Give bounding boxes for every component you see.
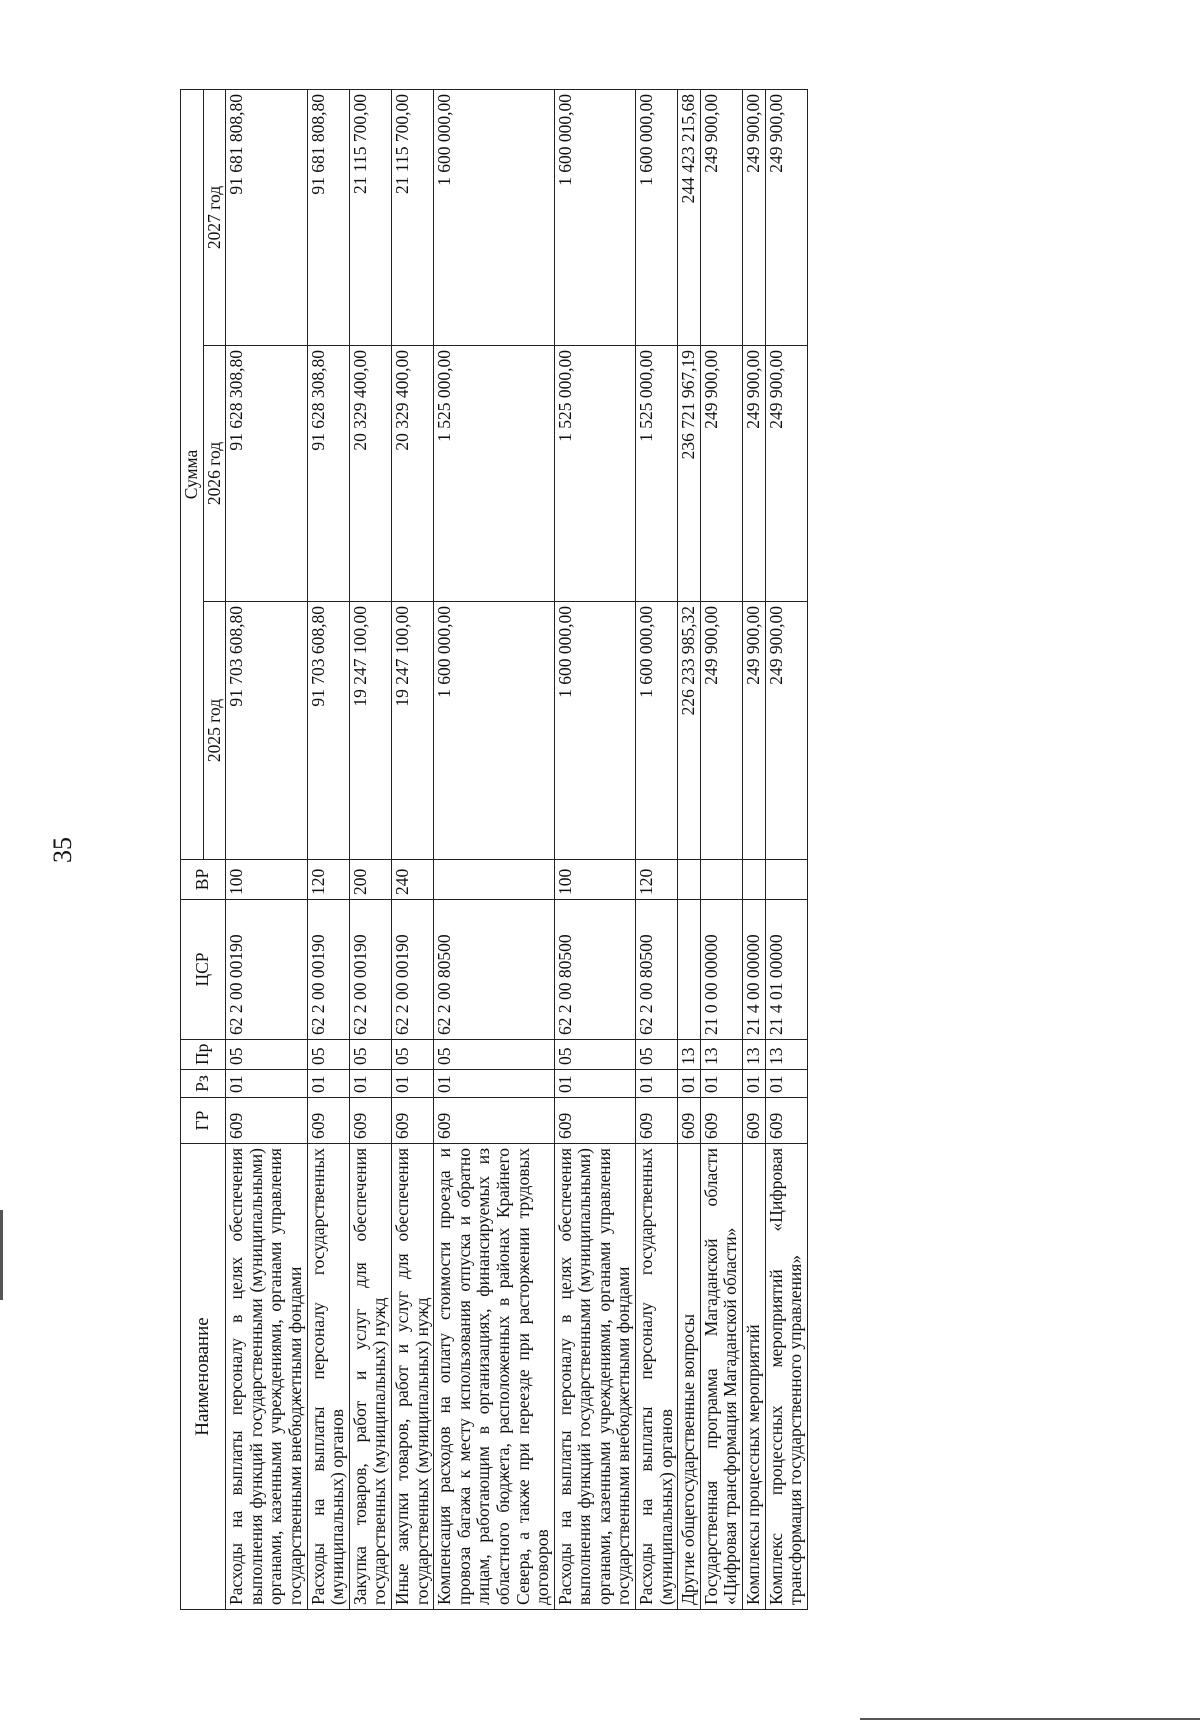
row-name: Государственная программа Магаданской области «Цифровая трансформация Магаданской области»	[700, 1144, 742, 1610]
header-row	[181, 89, 204, 1609]
table-row	[743, 89, 766, 1609]
header-gr: ГР	[181, 1098, 226, 1144]
row-name: Другие общегосударственные вопросы	[678, 1144, 701, 1610]
page-number: 35	[48, 837, 77, 863]
row-pr: 05	[636, 1040, 678, 1070]
row-2027: 1 600 000,00	[554, 89, 635, 345]
row-2027: 1 600 000,00	[434, 89, 555, 345]
row-rz: 01	[391, 1070, 433, 1098]
row-rz: 01	[765, 1070, 807, 1098]
row-csr: 62 2 00 00190	[226, 900, 307, 1040]
row-2027: 91 681 808,80	[307, 89, 349, 345]
row-rz: 01	[434, 1070, 555, 1098]
table-row	[554, 89, 635, 1609]
row-vr: 100	[226, 860, 307, 900]
row-csr: 21 4 01 00000	[765, 900, 807, 1040]
header-2025: 2025 год	[203, 602, 226, 860]
row-2026: 20 329 400,00	[391, 346, 433, 602]
header-csr: ЦСР	[181, 900, 226, 1040]
row-vr: 120	[307, 860, 349, 900]
row-gr: 609	[307, 1098, 349, 1144]
row-2027: 249 900,00	[743, 89, 766, 345]
row-vr	[678, 860, 701, 900]
row-gr: 609	[434, 1098, 555, 1144]
row-vr: 200	[349, 860, 391, 900]
row-vr: 100	[554, 860, 635, 900]
row-2025: 249 900,00	[765, 602, 807, 860]
row-vr: 240	[391, 860, 433, 900]
row-name: Компенсация расходов на оплату стоимости проезда и провоза багажа к месту использования отпуска и обратно лицам, работающим в организациях, финансируемых из областного бюджета, расположенных в районах Крайнего Севера, а также при переезде при расторжении трудовых договоров	[434, 1144, 555, 1610]
table-row	[678, 89, 701, 1609]
row-gr: 609	[349, 1098, 391, 1144]
row-2025: 91 703 608,80	[307, 602, 349, 860]
row-gr: 609	[554, 1098, 635, 1144]
row-csr: 62 2 00 00190	[307, 900, 349, 1040]
row-csr: 21 4 00 00000	[743, 900, 766, 1040]
row-pr: 13	[765, 1040, 807, 1070]
row-name: Комплекс процессных мероприятий «Цифровая трансформация государственного управления»	[765, 1144, 807, 1610]
row-2026: 1 525 000,00	[636, 346, 678, 602]
rotated-table-container	[180, 90, 808, 1610]
scan-edge-line	[0, 1210, 3, 1300]
row-vr	[700, 860, 742, 900]
row-csr: 62 2 00 80500	[636, 900, 678, 1040]
table-row	[636, 89, 678, 1609]
row-2027: 249 900,00	[765, 89, 807, 345]
header-2026: 2026 год	[203, 346, 226, 602]
table-row	[307, 89, 349, 1609]
row-rz: 01	[700, 1070, 742, 1098]
row-2026: 249 900,00	[743, 346, 766, 602]
row-csr: 62 2 00 80500	[434, 900, 555, 1040]
row-csr: 62 2 00 00190	[391, 900, 433, 1040]
row-2026: 249 900,00	[700, 346, 742, 602]
row-2025: 19 247 100,00	[349, 602, 391, 860]
table-header	[181, 89, 226, 1609]
row-pr: 13	[700, 1040, 742, 1070]
row-2025: 91 703 608,80	[226, 602, 307, 860]
row-pr: 05	[226, 1040, 307, 1070]
row-rz: 01	[678, 1070, 701, 1098]
row-2025: 249 900,00	[743, 602, 766, 860]
row-rz: 01	[554, 1070, 635, 1098]
row-gr: 609	[636, 1098, 678, 1144]
row-vr: 120	[636, 860, 678, 900]
row-2025: 1 600 000,00	[434, 602, 555, 860]
row-2025: 19 247 100,00	[391, 602, 433, 860]
row-pr: 05	[554, 1040, 635, 1070]
row-2026: 91 628 308,80	[307, 346, 349, 602]
table-row	[765, 89, 807, 1609]
row-name: Расходы на выплаты персоналу государственных (муниципальных) органов	[307, 1144, 349, 1610]
row-csr: 21 0 00 00000	[700, 900, 742, 1040]
row-2027: 249 900,00	[700, 89, 742, 345]
table-row	[700, 89, 742, 1609]
row-gr: 609	[678, 1098, 701, 1144]
header-2027: 2027 год	[203, 89, 226, 345]
row-2025: 249 900,00	[700, 602, 742, 860]
row-2026: 1 525 000,00	[554, 346, 635, 602]
row-rz: 01	[636, 1070, 678, 1098]
row-name: Расходы на выплаты персоналу государственных (муниципальных) органов	[636, 1144, 678, 1610]
table-row	[226, 89, 307, 1609]
row-name: Комплексы процессных мероприятий	[743, 1144, 766, 1610]
table-row	[434, 89, 555, 1609]
budget-table	[180, 89, 808, 1610]
row-name: Иные закупки товаров, работ и услуг для обеспечения государственных (муниципальных) нужд	[391, 1144, 433, 1610]
row-2026: 249 900,00	[765, 346, 807, 602]
header-vr: ВР	[181, 860, 226, 900]
header-pr: Пр	[181, 1040, 226, 1070]
header-sum: Сумма	[181, 89, 204, 859]
row-2026: 91 628 308,80	[226, 346, 307, 602]
table-body	[226, 89, 808, 1609]
row-rz: 01	[307, 1070, 349, 1098]
row-pr: 05	[434, 1040, 555, 1070]
row-name: Закупка товаров, работ и услуг для обеспечения государственных (муниципальных) нужд	[349, 1144, 391, 1610]
row-csr	[678, 900, 701, 1040]
row-name: Расходы на выплаты персоналу в целях обеспечения выполнения функций государственными (муниципальными) органами, казенными учреждениями, органами управления государственными внебюджетными фондами	[554, 1144, 635, 1610]
row-pr: 13	[743, 1040, 766, 1070]
row-2026: 236 721 967,19	[678, 346, 701, 602]
row-2025: 1 600 000,00	[636, 602, 678, 860]
row-vr	[434, 860, 555, 900]
scan-bottom-line	[860, 1718, 1200, 1720]
header-rz: Рз	[181, 1070, 226, 1098]
row-vr	[743, 860, 766, 900]
row-vr	[765, 860, 807, 900]
row-csr: 62 2 00 80500	[554, 900, 635, 1040]
row-pr: 05	[307, 1040, 349, 1070]
row-gr: 609	[700, 1098, 742, 1144]
row-2026: 20 329 400,00	[349, 346, 391, 602]
row-2025: 1 600 000,00	[554, 602, 635, 860]
table-row	[349, 89, 391, 1609]
row-2027: 21 115 700,00	[349, 89, 391, 345]
row-pr: 05	[349, 1040, 391, 1070]
row-2027: 244 423 215,68	[678, 89, 701, 345]
row-2027: 91 681 808,80	[226, 89, 307, 345]
row-name: Расходы на выплаты персоналу в целях обеспечения выполнения функций государственными (муниципальными) органами, казенными учреждениями, органами управления государственными внебюджетными фондами	[226, 1144, 307, 1610]
row-rz: 01	[743, 1070, 766, 1098]
row-gr: 609	[743, 1098, 766, 1144]
row-pr: 13	[678, 1040, 701, 1070]
row-csr: 62 2 00 00190	[349, 900, 391, 1040]
row-2027: 21 115 700,00	[391, 89, 433, 345]
row-rz: 01	[349, 1070, 391, 1098]
row-rz: 01	[226, 1070, 307, 1098]
row-2027: 1 600 000,00	[636, 89, 678, 345]
table-row	[391, 89, 433, 1609]
header-name: Наименование	[181, 1144, 226, 1610]
row-gr: 609	[765, 1098, 807, 1144]
row-pr: 05	[391, 1040, 433, 1070]
row-2026: 1 525 000,00	[434, 346, 555, 602]
row-2025: 226 233 985,32	[678, 602, 701, 860]
row-gr: 609	[391, 1098, 433, 1144]
row-gr: 609	[226, 1098, 307, 1144]
